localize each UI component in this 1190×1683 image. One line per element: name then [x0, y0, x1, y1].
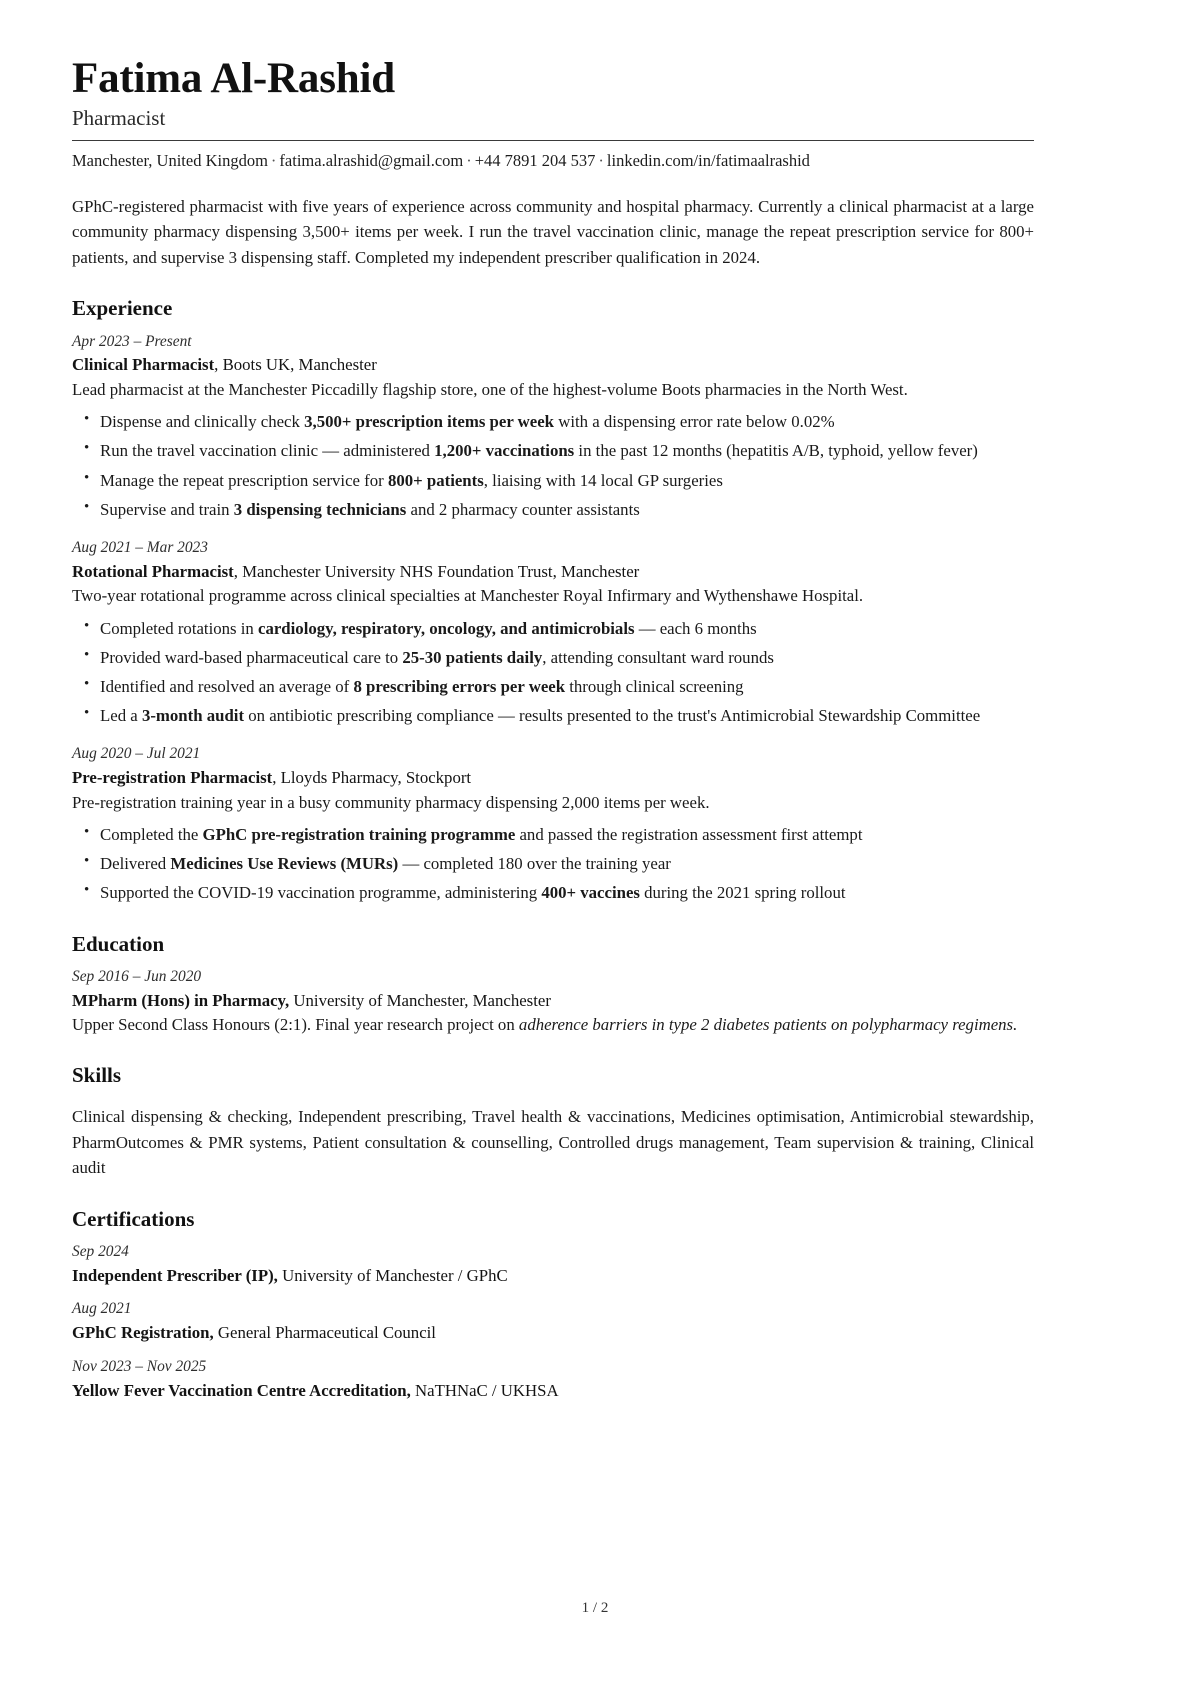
bullet-item — [72, 674, 1034, 699]
section-title-skills: Skills — [72, 1063, 122, 1088]
bullet-text: with a dispensing error rate below 0.02% — [554, 412, 835, 432]
entry-title — [72, 989, 1034, 1013]
contact-linkedin[interactable]: linkedin.com/in/fatimaalrashid — [606, 150, 810, 170]
bullet-text: through clinical screening — [565, 677, 744, 697]
entry-description-plain: Upper Second Class Honours (2:1). Final year research project on — [72, 1015, 519, 1035]
entry-role: Independent Prescriber (IP), — [72, 1265, 278, 1285]
contact-phone[interactable]: +44 7891 204 537 — [474, 150, 596, 170]
bullet-text: Identified and resolved an average of — [100, 677, 354, 697]
bullet-text: on antibiotic prescribing compliance — results presented to the trust's Antimicrobial Stewardship Committee — [244, 706, 981, 726]
entry-description-emphasis: adherence barriers in type 2 diabetes patients on polypharmacy regimens. — [518, 1015, 1018, 1035]
bullet-emphasis: 3 dispensing technicians — [233, 499, 407, 519]
skills-list: Clinical dispensing & checking, Independent prescribing, Travel health & vaccinations, Medicines optimisation, Antimicrobial stewardship, PharmOutcomes & PMR systems, Patient consultation & counselling, Controlled drugs management, Team supervision & training, Clinical audit — [72, 1107, 1034, 1178]
bullet-item — [72, 703, 1034, 728]
entry-organisation: , Manchester University NHS Foundation Trust, Manchester — [233, 561, 640, 581]
entry-role: Yellow Fever Vaccination Centre Accreditation, — [72, 1380, 411, 1400]
education-entries — [72, 967, 1034, 1038]
section-title-experience: Experience — [72, 296, 173, 321]
experience-entry — [72, 332, 1034, 522]
professional-summary: GPhC-registered pharmacist with five years of experience across community and hospital pharmacy. Currently a clinical pharmacist at a large community pharmacy dispensing 3,500+ items per week. I run the travel vaccination clinic, manage the repeat prescription service for 800+ patients, and supervise 3 dispensing staff. Completed my independent prescriber qualification in 2024. — [72, 196, 1034, 267]
contact-email[interactable]: fatima.alrashid@gmail.com — [279, 150, 464, 170]
certifications-entry — [72, 1242, 1034, 1287]
resume-document — [72, 56, 1034, 1402]
entry-date: Apr 2023 – Present — [72, 332, 192, 350]
section-education — [72, 932, 1034, 1038]
bullet-emphasis: cardiology, respiratory, oncology, and antimicrobials — [258, 618, 635, 638]
contact-separator: · — [270, 150, 277, 170]
entry-title — [72, 353, 1034, 377]
entry-date: Aug 2020 – Jul 2021 — [72, 745, 201, 763]
entry-title — [72, 766, 1034, 790]
contact-separator: · — [466, 150, 472, 170]
entry-title — [72, 1379, 1034, 1403]
entry-organisation: NaTHNaC / UKHSA — [410, 1380, 559, 1400]
bullet-text: Completed the — [100, 825, 203, 845]
section-experience — [72, 296, 1034, 905]
entry-bullet-list — [72, 616, 1034, 729]
section-title-certifications: Certifications — [72, 1206, 195, 1231]
page-indicator: 1 / 2 — [581, 1600, 609, 1616]
entry-role: Clinical Pharmacist — [72, 355, 215, 375]
entry-bullet-list — [72, 822, 1034, 906]
entry-description — [72, 1013, 1034, 1037]
certifications-entry — [72, 1357, 1034, 1402]
bullet-text: Delivered — [100, 854, 171, 874]
entry-role: GPhC Registration, — [72, 1323, 214, 1343]
bullet-emphasis: 3,500+ prescription items per week — [304, 412, 555, 432]
bullet-text: — completed 180 over the training year — [398, 854, 671, 874]
bullet-emphasis: 8 prescribing errors per week — [353, 677, 566, 697]
entry-organisation: General Pharmaceutical Council — [213, 1323, 436, 1343]
entry-date: Aug 2021 – Mar 2023 — [72, 539, 208, 557]
experience-entry — [72, 538, 1034, 728]
entry-date: Sep 2016 – Jun 2020 — [72, 967, 202, 985]
entry-description: Two-year rotational programme across clinical specialties at Manchester Royal Infirmary and Wythenshawe Hospital. — [72, 586, 864, 606]
bullet-emphasis: 25-30 patients daily — [402, 647, 543, 667]
entry-title — [72, 1264, 1034, 1288]
bullet-item — [72, 616, 1034, 641]
bullet-text: Dispense and clinically check — [100, 412, 305, 432]
bullet-item — [72, 822, 1034, 847]
certifications-entry — [72, 1299, 1034, 1344]
bullet-emphasis: 400+ vaccines — [541, 883, 640, 903]
entry-date: Nov 2023 – Nov 2025 — [72, 1357, 207, 1375]
entry-date: Sep 2024 — [72, 1243, 129, 1261]
entry-role: MPharm (Hons) in Pharmacy, — [72, 990, 290, 1010]
entry-bullet-list — [72, 409, 1034, 522]
entry-role: Pre-registration Pharmacist — [72, 768, 273, 788]
bullet-text: Supported the COVID-19 vaccination programme, administering — [100, 883, 542, 903]
bullet-item — [72, 468, 1034, 493]
bullet-text: Supervise and train — [100, 499, 234, 519]
candidate-headline: Pharmacist — [72, 106, 166, 131]
bullet-text: , attending consultant ward rounds — [542, 647, 774, 667]
bullet-text: during the 2021 spring rollout — [639, 883, 846, 903]
bullet-emphasis: GPhC pre-registration training programme — [202, 825, 516, 845]
bullet-item — [72, 645, 1034, 670]
section-skills — [72, 1063, 1034, 1181]
bullet-emphasis: 800+ patients — [387, 470, 484, 490]
contact-location: Manchester, United Kingdom — [72, 150, 268, 170]
contact-separator: · — [598, 150, 604, 170]
bullet-item — [72, 880, 1034, 905]
bullet-item — [72, 851, 1034, 876]
bullet-emphasis: Medicines Use Reviews (MURs) — [170, 854, 399, 874]
bullet-text: Provided ward-based pharmaceutical care to — [100, 647, 403, 667]
bullet-item — [72, 497, 1034, 522]
bullet-text: and 2 pharmacy counter assistants — [406, 499, 640, 519]
section-title-education: Education — [72, 931, 165, 956]
bullet-text: Manage the repeat prescription service for — [100, 470, 388, 490]
bullet-text: Led a — [100, 706, 142, 726]
contact-line — [72, 150, 1034, 172]
bullet-item — [72, 438, 1034, 463]
experience-entry — [72, 744, 1034, 905]
certification-entries — [72, 1242, 1034, 1402]
entry-organisation: University of Manchester / GPhC — [277, 1265, 508, 1285]
bullet-item — [72, 409, 1034, 434]
entry-description: Lead pharmacist at the Manchester Piccadilly flagship store, one of the highest-volume Boots pharmacies in the North West. — [72, 379, 908, 399]
candidate-name: Fatima Al-Rashid — [72, 55, 395, 102]
bullet-text: — each 6 months — [634, 618, 757, 638]
entry-role: Rotational Pharmacist — [72, 561, 234, 581]
entry-title — [72, 560, 1034, 584]
header-divider — [72, 140, 1034, 141]
experience-entries — [72, 332, 1034, 906]
entry-organisation: , Boots UK, Manchester — [214, 355, 377, 375]
bullet-text: Completed rotations in — [100, 618, 259, 638]
bullet-text: , liaising with 14 local GP surgeries — [483, 470, 723, 490]
resume-header — [72, 56, 1034, 172]
education-entry — [72, 967, 1034, 1038]
bullet-emphasis: 3-month audit — [141, 706, 245, 726]
bullet-text: and passed the registration assessment first attempt — [515, 825, 863, 845]
bullet-text: Run the travel vaccination clinic — administered — [100, 441, 435, 461]
section-certifications — [72, 1207, 1034, 1402]
entry-description: Pre-registration training year in a busy community pharmacy dispensing 2,000 items per week. — [72, 792, 710, 812]
bullet-emphasis: 1,200+ vaccinations — [434, 441, 575, 461]
entry-organisation: University of Manchester, Manchester — [289, 990, 551, 1010]
entry-title — [72, 1321, 1034, 1345]
bullet-text: in the past 12 months (hepatitis A/B, typhoid, yellow fever) — [574, 441, 978, 461]
entry-organisation: , Lloyds Pharmacy, Stockport — [272, 768, 472, 788]
entry-date: Aug 2021 — [72, 1300, 132, 1318]
page-footer — [0, 1600, 1190, 1617]
